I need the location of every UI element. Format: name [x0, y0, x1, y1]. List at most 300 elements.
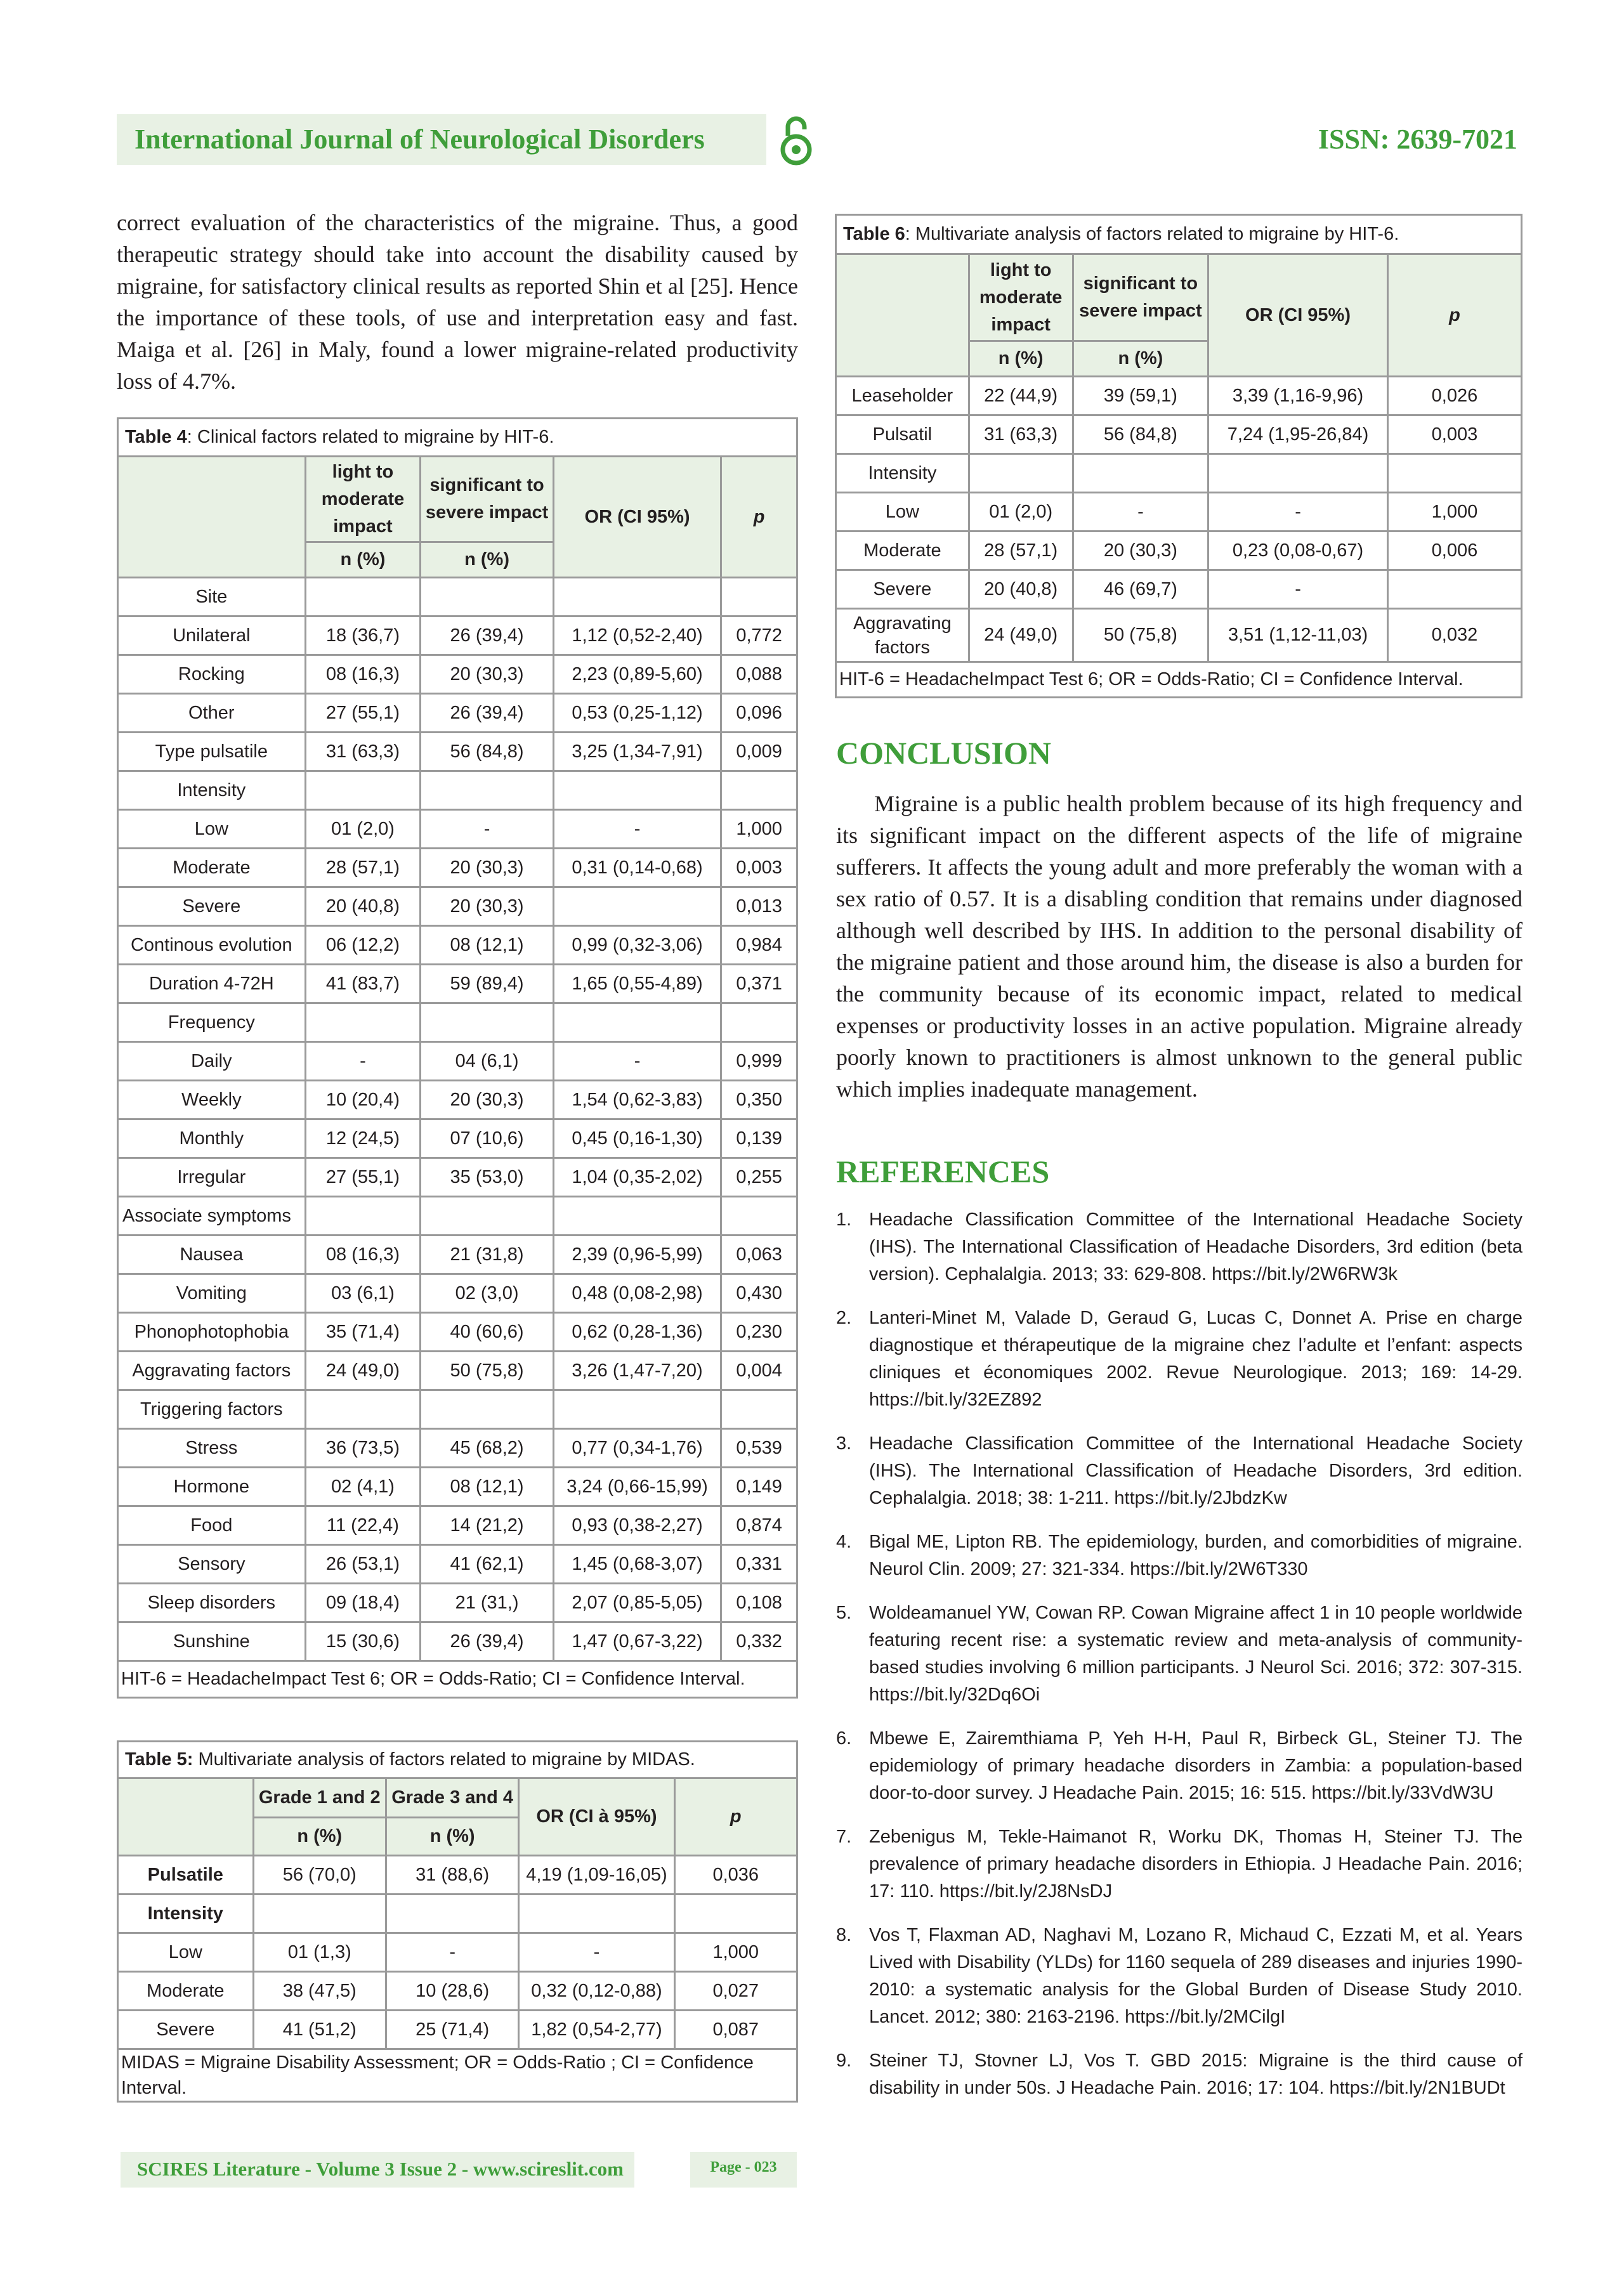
cell-n2	[421, 578, 554, 616]
cell-n2: -	[421, 810, 554, 849]
reference-item	[836, 1823, 1522, 1905]
cell-p: 0,004	[721, 1352, 797, 1390]
table-6-col-light: light to moderate impact	[969, 254, 1073, 341]
cell-or: 3,26 (1,47-7,20)	[553, 1352, 721, 1390]
cell-p: 0,999	[721, 1042, 797, 1081]
cell-p: 0,032	[1387, 609, 1521, 662]
cell-or: 2,07 (0,85-5,05)	[553, 1584, 721, 1622]
table-5-col-or: OR (CI à 95%)	[519, 1778, 674, 1856]
cell-n1: 38 (47,5)	[253, 1972, 386, 2011]
cell-or	[553, 1390, 721, 1429]
table-row	[118, 733, 797, 771]
intro-paragraph	[117, 207, 798, 397]
table-5-col-grade34: Grade 3 and 4	[386, 1778, 518, 1818]
cell-n1: 08 (16,3)	[305, 1236, 421, 1274]
table-4-subheader-n2: n (%)	[421, 542, 554, 578]
cell-or	[519, 1895, 674, 1933]
intro-text: correct evaluation of the characteristics of the migraine. Thus, a good therapeutic strategy should take into account the disability caused by migraine, for satisfactory clinical results as reported Shin et al [25]. Hence the importance of these tools, of use and interpretation easy and fast. Maiga et al. [26] in Maly, found a lower migraine-related productivity loss of 4.7%.	[117, 210, 798, 394]
conclusion-heading: CONCLUSION	[836, 735, 1051, 771]
cell-n2: 31 (88,6)	[386, 1856, 518, 1895]
cell-n2	[386, 1895, 518, 1933]
table-row	[118, 887, 797, 926]
cell-n1	[305, 578, 421, 616]
table-row	[118, 1081, 797, 1119]
page-number: Page - 023	[710, 2159, 777, 2175]
table-6-caption-row	[836, 215, 1522, 254]
cell-p: 0,350	[721, 1081, 797, 1119]
cell-p: 0,009	[721, 733, 797, 771]
reference-text: Steiner TJ, Stovner LJ, Vos T. GBD 2015: Migraine is the third cause of disability in under 50s. J Headache Pain. 2016; 17: 104. https://bit.ly/2N1BUDt	[869, 2051, 1522, 2098]
cell-n1: 08 (16,3)	[305, 655, 421, 694]
cell-n2: 26 (39,4)	[421, 694, 554, 733]
reference-item	[836, 1206, 1522, 1288]
cell-n1: 01 (2,0)	[305, 810, 421, 849]
cell-n1: 18 (36,7)	[305, 616, 421, 655]
table-6	[835, 214, 1522, 698]
cell-n2: 08 (12,1)	[421, 926, 554, 965]
table-6-subheader-n2: n (%)	[1073, 341, 1208, 377]
table-row	[118, 1429, 797, 1468]
cell-or: 1,12 (0,52-2,40)	[553, 616, 721, 655]
row-label: Intensity	[836, 454, 969, 493]
table-row	[836, 377, 1522, 415]
cell-n1: 31 (63,3)	[969, 415, 1073, 454]
publisher-line: SCIRES Literature - Volume 3 Issue 2 - www.scireslit.com	[137, 2158, 624, 2180]
cell-n2: 21 (31,8)	[421, 1236, 554, 1274]
cell-p: 0,013	[721, 887, 797, 926]
cell-n1: 01 (1,3)	[253, 1933, 386, 1972]
cell-or: 2,39 (0,96-5,99)	[553, 1236, 721, 1274]
cell-or: 0,31 (0,14-0,68)	[553, 849, 721, 887]
cell-n2: 50 (75,8)	[1073, 609, 1208, 662]
table-5-header-row	[118, 1778, 797, 1818]
cell-n1: 35 (71,4)	[305, 1313, 421, 1352]
cell-n1: 12 (24,5)	[305, 1119, 421, 1158]
cell-n1: 20 (40,8)	[969, 570, 1073, 609]
row-label: Frequency	[118, 1003, 306, 1042]
cell-p: 0,772	[721, 616, 797, 655]
cell-n1: 02 (4,1)	[305, 1468, 421, 1506]
cell-n1: 41 (51,2)	[253, 2011, 386, 2049]
table-row	[118, 1158, 797, 1197]
table-row	[118, 1313, 797, 1352]
table-5	[117, 1740, 798, 2103]
row-label: Daily	[118, 1042, 306, 1081]
cell-n1: 03 (6,1)	[305, 1274, 421, 1313]
cell-or	[553, 887, 721, 926]
reference-number: 4.	[836, 1532, 852, 1552]
table-5-caption: Table 5: Multivariate analysis of factors related to migraine by MIDAS.	[118, 1742, 797, 1778]
cell-p: 0,003	[721, 849, 797, 887]
table-row	[118, 616, 797, 655]
cell-or: 0,32 (0,12-0,88)	[519, 1972, 674, 2011]
row-label: Intensity	[118, 771, 306, 810]
table-4-col-p: p	[721, 457, 797, 578]
cell-p: 1,000	[721, 810, 797, 849]
cell-or: 3,51 (1,12-11,03)	[1208, 609, 1388, 662]
cell-n2: 39 (59,1)	[1073, 377, 1208, 415]
cell-or: 7,24 (1,95-26,84)	[1208, 415, 1388, 454]
table-row	[118, 1584, 797, 1622]
table-5-col-p: p	[674, 1778, 797, 1856]
cell-n2	[421, 1197, 554, 1236]
cell-n2: 26 (39,4)	[421, 616, 554, 655]
cell-or: -	[1208, 493, 1388, 532]
table-6-footnote: HIT-6 = HeadacheImpact Test 6; OR = Odds-Ratio; CI = Confidence Interval.	[836, 662, 1522, 698]
cell-n2: 20 (30,3)	[421, 655, 554, 694]
table-row	[836, 415, 1522, 454]
cell-n1: 28 (57,1)	[305, 849, 421, 887]
table-row	[118, 1972, 797, 2011]
cell-p: 0,149	[721, 1468, 797, 1506]
cell-or	[553, 771, 721, 810]
reference-text: Headache Classification Committee of the International Headache Society (IHS). The International Classification of Headache Disorders, 3rd edition (beta version). Cephalalgia. 2013; 33: 629-808. https://bit.ly/2W6RW3k	[869, 1210, 1522, 1284]
cell-or: -	[553, 810, 721, 849]
cell-p: 0,108	[721, 1584, 797, 1622]
cell-n2: 10 (28,6)	[386, 1972, 518, 2011]
table-row	[118, 1197, 797, 1236]
table-row	[118, 926, 797, 965]
table-6-header-row	[836, 254, 1522, 341]
cell-p	[1387, 570, 1521, 609]
table-6-col-p: p	[1387, 254, 1521, 377]
cell-n2: 41 (62,1)	[421, 1545, 554, 1584]
cell-n2	[1073, 454, 1208, 493]
cell-n2: 26 (39,4)	[421, 1622, 554, 1661]
table-4-col-or: OR (CI 95%)	[553, 457, 721, 578]
conclusion-paragraph	[836, 788, 1522, 1105]
cell-p: 0,371	[721, 965, 797, 1003]
cell-p: 0,063	[721, 1236, 797, 1274]
table-4-header-row	[118, 457, 797, 542]
table-5-subheader-n1: n (%)	[253, 1818, 386, 1856]
table-row	[118, 1042, 797, 1081]
cell-n1: 01 (2,0)	[969, 493, 1073, 532]
cell-n2: 50 (75,8)	[421, 1352, 554, 1390]
table-row	[118, 1622, 797, 1661]
cell-n1: 26 (53,1)	[305, 1545, 421, 1584]
cell-n2: 56 (84,8)	[1073, 415, 1208, 454]
row-label: Unilateral	[118, 616, 306, 655]
cell-p: 0,331	[721, 1545, 797, 1584]
cell-or: 1,47 (0,67-3,22)	[553, 1622, 721, 1661]
cell-n1: 27 (55,1)	[305, 1158, 421, 1197]
row-label: Leaseholder	[836, 377, 969, 415]
cell-n1: 24 (49,0)	[305, 1352, 421, 1390]
cell-or: 1,45 (0,68-3,07)	[553, 1545, 721, 1584]
cell-n1: -	[305, 1042, 421, 1081]
reference-text: Lanteri-Minet M, Valade D, Geraud G, Lucas C, Donnet A. Prise en charge diagnostique et thérapeutique de la migraine chez l’adulte et l’enfant: aspects cliniques et économiques 2002. Revue Neurologique. 2013; 169: 14-29. https://bit.ly/32EZ892	[869, 1308, 1522, 1410]
cell-n1	[305, 1003, 421, 1042]
cell-or: 1,82 (0,54-2,77)	[519, 2011, 674, 2049]
table-6-col-or: OR (CI 95%)	[1208, 254, 1388, 377]
row-label: Pulsatil	[836, 415, 969, 454]
table-row	[118, 2011, 797, 2049]
cell-n1: 06 (12,2)	[305, 926, 421, 965]
cell-n2	[421, 1390, 554, 1429]
cell-or	[1208, 454, 1388, 493]
cell-n1: 31 (63,3)	[305, 733, 421, 771]
row-label: Continous evolution	[118, 926, 306, 965]
row-label: Rocking	[118, 655, 306, 694]
reference-text: Vos T, Flaxman AD, Naghavi M, Lozano R, Michaud C, Ezzati M, et al. Years Lived with Disability (YLDs) for 1160 sequela of 289 diseases and injuries 1990-2010: a systematic analysis for the Global Burden of Disease Study 2010. Lancet. 2012; 380: 2163-2196. https://bit.ly/2MCilgI	[869, 1925, 1522, 2027]
cell-n2: 21 (31,)	[421, 1584, 554, 1622]
cell-n1: 24 (49,0)	[969, 609, 1073, 662]
table-row	[118, 1236, 797, 1274]
row-label: Moderate	[118, 1972, 254, 2011]
table-row	[118, 1895, 797, 1933]
table-4-footnote: HIT-6 = HeadacheImpact Test 6; OR = Odds-Ratio; CI = Confidence Interval.	[118, 1661, 797, 1698]
table-row	[118, 1119, 797, 1158]
cell-n2: 14 (21,2)	[421, 1506, 554, 1545]
cell-n1: 09 (18,4)	[305, 1584, 421, 1622]
row-label: Moderate	[118, 849, 306, 887]
table-5-footnote-row	[118, 2049, 797, 2102]
cell-or: 0,77 (0,34-1,76)	[553, 1429, 721, 1468]
cell-n2	[421, 771, 554, 810]
table-row	[118, 578, 797, 616]
cell-or: 0,53 (0,25-1,12)	[553, 694, 721, 733]
table-5-header-blank	[118, 1778, 254, 1856]
conclusion-text: Migraine is a public health problem because of its high frequency and its significant impact on the different aspects of the life of migraine sufferers. It affects the young adult and more preferably the woman with a sex ratio of 0.57. It is a disabling condition that remains under diagnosed although well described by IHS. In addition to the personal disability of the migraine patient and those around him, the disease is also a burden for the community because of its economic impact, related to medical expenses or productivity losses in an active population. Migraine already poorly known to practitioners is almost unknown to the general public which implies inadequate management.	[836, 791, 1522, 1102]
cell-p	[721, 1197, 797, 1236]
cell-p: 0,139	[721, 1119, 797, 1158]
issn-label: ISSN: 2639-7021	[1318, 124, 1517, 155]
cell-n1: 20 (40,8)	[305, 887, 421, 926]
table-5-footnote: MIDAS = Migraine Disability Assessment; OR = Odds-Ratio ; CI = Confidence Interval.	[118, 2049, 797, 2102]
row-label: Monthly	[118, 1119, 306, 1158]
cell-p: 1,000	[674, 1933, 797, 1972]
cell-n2: 20 (30,3)	[421, 1081, 554, 1119]
table-row	[118, 1506, 797, 1545]
references-list	[836, 1206, 1522, 2118]
cell-p: 0,874	[721, 1506, 797, 1545]
row-label: Associate symptoms	[118, 1197, 306, 1236]
cell-n2: 07 (10,6)	[421, 1119, 554, 1158]
cell-n1	[253, 1895, 386, 1933]
reference-item	[836, 1529, 1522, 1583]
cell-p: 0,003	[1387, 415, 1521, 454]
cell-n1: 41 (83,7)	[305, 965, 421, 1003]
table-row	[118, 849, 797, 887]
cell-n2: 02 (3,0)	[421, 1274, 554, 1313]
row-label: Irregular	[118, 1158, 306, 1197]
cell-n1: 15 (30,6)	[305, 1622, 421, 1661]
table-6-col-significant: significant to severe impact	[1073, 254, 1208, 341]
cell-p: 0,984	[721, 926, 797, 965]
cell-n1: 36 (73,5)	[305, 1429, 421, 1468]
cell-p	[721, 1390, 797, 1429]
row-label: Weekly	[118, 1081, 306, 1119]
reference-text: Zebenigus M, Tekle-Haimanot R, Worku DK, Thomas H, Steiner TJ. The prevalence of primary headache disorders in Ethiopia. J Headache Pain. 2016; 17: 110. https://bit.ly/2J8NsDJ	[869, 1827, 1522, 1901]
cell-or: 2,23 (0,89-5,60)	[553, 655, 721, 694]
reference-text: Headache Classification Committee of the International Headache Society (IHS). The International Classification of Headache Disorders, 3rd edition. Cephalalgia. 2018; 38: 1-211. https://bit.ly/2JbdzKw	[869, 1433, 1522, 1508]
cell-n1: 28 (57,1)	[969, 532, 1073, 570]
reference-item	[836, 1725, 1522, 1807]
reference-number: 5.	[836, 1603, 852, 1623]
cell-p: 1,000	[1387, 493, 1521, 532]
reference-item	[836, 1430, 1522, 1512]
cell-p: 0,230	[721, 1313, 797, 1352]
row-label: Hormone	[118, 1468, 306, 1506]
cell-p: 0,087	[674, 2011, 797, 2049]
row-label: Moderate	[836, 532, 969, 570]
reference-item	[836, 1600, 1522, 1709]
row-label: Vomiting	[118, 1274, 306, 1313]
row-label: Food	[118, 1506, 306, 1545]
cell-n1: 56 (70,0)	[253, 1856, 386, 1895]
reference-text: Woldeamanuel YW, Cowan RP. Cowan Migraine affect 1 in 10 people worldwide featuring recent rise: a systematic review and meta-analysis of community-based studies involving 6 million participants. J Neurol Sci. 2016; 372: 307-315. https://bit.ly/32Dq6Oi	[869, 1603, 1522, 1705]
cell-n2: 25 (71,4)	[386, 2011, 518, 2049]
table-row	[118, 1274, 797, 1313]
cell-or: 0,23 (0,08-0,67)	[1208, 532, 1388, 570]
cell-or: -	[519, 1933, 674, 1972]
cell-p: 0,096	[721, 694, 797, 733]
row-label: Type pulsatile	[118, 733, 306, 771]
row-label: Pulsatile	[118, 1856, 254, 1895]
row-label: Stress	[118, 1429, 306, 1468]
cell-p: 0,027	[674, 1972, 797, 2011]
cell-n1	[305, 771, 421, 810]
table-4	[117, 417, 798, 1699]
reference-number: 9.	[836, 2051, 852, 2071]
row-label: Aggravating factors	[118, 1352, 306, 1390]
reference-item	[836, 1305, 1522, 1414]
row-label: Severe	[118, 887, 306, 926]
table-6-subheader-n1: n (%)	[969, 341, 1073, 377]
cell-p: 0,539	[721, 1429, 797, 1468]
table-6-footnote-row	[836, 662, 1522, 698]
cell-n2: 20 (30,3)	[1073, 532, 1208, 570]
table-5-caption-row	[118, 1742, 797, 1778]
cell-n2: 45 (68,2)	[421, 1429, 554, 1468]
table-row	[118, 1933, 797, 1972]
reference-item	[836, 1922, 1522, 2031]
row-label: Low	[118, 1933, 254, 1972]
table-row	[836, 454, 1522, 493]
cell-or: 0,93 (0,38-2,27)	[553, 1506, 721, 1545]
cell-n2: 20 (30,3)	[421, 849, 554, 887]
reference-number: 2.	[836, 1308, 852, 1328]
cell-or	[553, 1197, 721, 1236]
row-label: Nausea	[118, 1236, 306, 1274]
cell-n2: -	[386, 1933, 518, 1972]
reference-number: 8.	[836, 1925, 852, 1945]
cell-or: 4,19 (1,09-16,05)	[519, 1856, 674, 1895]
cell-or: 1,04 (0,35-2,02)	[553, 1158, 721, 1197]
cell-or: 3,24 (0,66-15,99)	[553, 1468, 721, 1506]
cell-n1	[969, 454, 1073, 493]
cell-or: 3,39 (1,16-9,96)	[1208, 377, 1388, 415]
reference-text: Bigal ME, Lipton RB. The epidemiology, burden, and comorbidities of migraine. Neurol Clin. 2009; 27: 321-334. https://bit.ly/2W6T330	[869, 1532, 1522, 1579]
cell-n2: 59 (89,4)	[421, 965, 554, 1003]
cell-n1: 27 (55,1)	[305, 694, 421, 733]
open-access-lock-icon	[779, 114, 813, 167]
table-row	[118, 1003, 797, 1042]
table-row	[118, 655, 797, 694]
table-4-col-significant: significant to severe impact	[421, 457, 554, 542]
table-4-caption-row	[118, 419, 797, 457]
row-label: Aggravating factors	[836, 609, 969, 662]
table-row	[836, 532, 1522, 570]
cell-or	[553, 578, 721, 616]
cell-n2: 56 (84,8)	[421, 733, 554, 771]
cell-n2: 46 (69,7)	[1073, 570, 1208, 609]
cell-or: 3,25 (1,34-7,91)	[553, 733, 721, 771]
table-4-footnote-row	[118, 1661, 797, 1698]
cell-p: 0,332	[721, 1622, 797, 1661]
table-4-caption: Table 4: Clinical factors related to migraine by HIT-6.	[118, 419, 797, 457]
reference-number: 1.	[836, 1210, 852, 1230]
cell-n2: -	[1073, 493, 1208, 532]
cell-p: 0,255	[721, 1158, 797, 1197]
cell-n2: 35 (53,0)	[421, 1158, 554, 1197]
cell-n1	[305, 1197, 421, 1236]
cell-n2	[421, 1003, 554, 1042]
table-row	[836, 493, 1522, 532]
row-label: Sensory	[118, 1545, 306, 1584]
row-label: Site	[118, 578, 306, 616]
cell-p	[674, 1895, 797, 1933]
cell-n2: 20 (30,3)	[421, 887, 554, 926]
row-label: Other	[118, 694, 306, 733]
cell-p	[721, 578, 797, 616]
cell-p: 0,026	[1387, 377, 1521, 415]
cell-n1	[305, 1390, 421, 1429]
cell-or: 1,65 (0,55-4,89)	[553, 965, 721, 1003]
table-4-header-blank	[118, 457, 306, 578]
table-row	[118, 810, 797, 849]
cell-p: 0,088	[721, 655, 797, 694]
cell-or: 0,48 (0,08-2,98)	[553, 1274, 721, 1313]
table-4-col-light: light to moderate impact	[305, 457, 421, 542]
reference-text: Mbewe E, Zairemthiama P, Yeh H-H, Paul R, Birbeck GL, Steiner TJ. The epidemiology of primary headache disorders in Zambia: a population-based door-to-door survey. J Headache Pain. 2015; 16: 515. https://bit.ly/33VdW3U	[869, 1728, 1522, 1803]
row-label: Low	[118, 810, 306, 849]
table-row	[118, 694, 797, 733]
table-6-header-blank	[836, 254, 969, 377]
reference-item	[836, 2047, 1522, 2102]
cell-p: 0,006	[1387, 532, 1521, 570]
cell-or: 1,54 (0,62-3,83)	[553, 1081, 721, 1119]
cell-or: 0,99 (0,32-3,06)	[553, 926, 721, 965]
table-row	[118, 965, 797, 1003]
row-label: Duration 4-72H	[118, 965, 306, 1003]
cell-or: 0,45 (0,16-1,30)	[553, 1119, 721, 1158]
row-label: Severe	[836, 570, 969, 609]
row-label: Severe	[118, 2011, 254, 2049]
row-label: Phonophotophobia	[118, 1313, 306, 1352]
row-label: Intensity	[118, 1895, 254, 1933]
journal-title: International Journal of Neurological Disorders	[134, 124, 705, 155]
reference-number: 3.	[836, 1433, 852, 1454]
table-row	[836, 609, 1522, 662]
table-4-subheader-n1: n (%)	[305, 542, 421, 578]
table-row	[836, 570, 1522, 609]
table-row	[118, 1856, 797, 1895]
cell-p	[721, 771, 797, 810]
cell-p	[721, 1003, 797, 1042]
row-label: Sunshine	[118, 1622, 306, 1661]
cell-n2: 40 (60,6)	[421, 1313, 554, 1352]
cell-p	[1387, 454, 1521, 493]
cell-n1: 22 (44,9)	[969, 377, 1073, 415]
cell-or: -	[1208, 570, 1388, 609]
row-label: Triggering factors	[118, 1390, 306, 1429]
table-row	[118, 1545, 797, 1584]
cell-p: 0,430	[721, 1274, 797, 1313]
cell-or: 0,62 (0,28-1,36)	[553, 1313, 721, 1352]
row-label: Low	[836, 493, 969, 532]
